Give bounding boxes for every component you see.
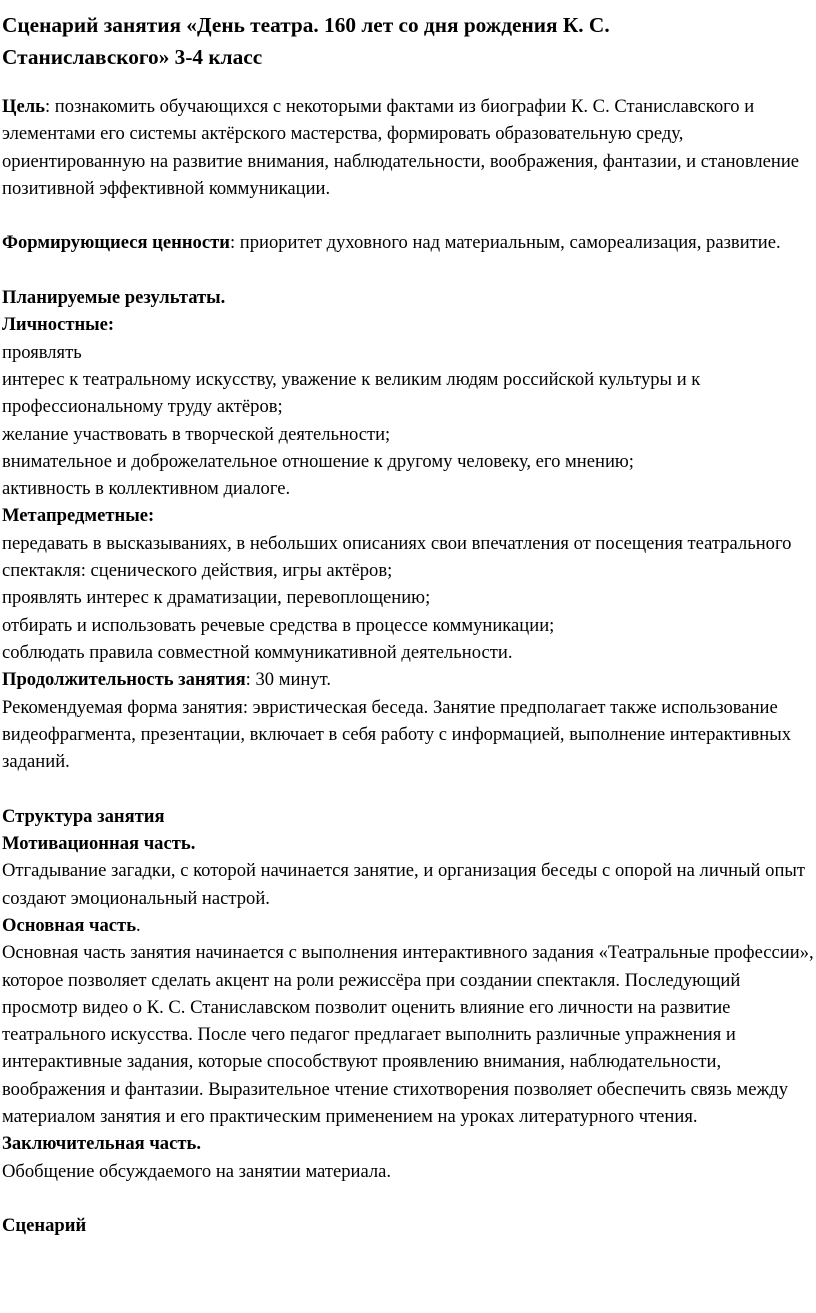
duration-paragraph <box>2 666 816 693</box>
document-title: Сценарий занятия «День театра. 160 лет со дня рождения К. С. Станиславского» 3-4 класс <box>2 13 610 69</box>
final-part-text: Обобщение обсуждаемого на занятии материала. <box>2 1160 392 1182</box>
values-paragraph <box>2 229 816 256</box>
duration-label: Продолжительность занятия <box>2 669 246 691</box>
main-part-heading: Основная часть <box>2 914 137 936</box>
meta-result-item: отбирать и использовать речевые средства в процессе коммуникации; <box>2 614 555 636</box>
spacer <box>2 1185 816 1212</box>
spacer <box>2 202 816 229</box>
final-part-heading: Заключительная часть. <box>2 1133 201 1155</box>
personal-result-item: внимательное и доброжелательное отношение к другому человеку, его мнению; <box>2 450 634 472</box>
meta-result-item: передавать в высказываниях, в небольших описаниях свои впечатления от посещения театрального спектакля: сценического действия, игры актёров; <box>2 532 792 582</box>
motivation-heading: Мотивационная часть. <box>2 833 196 855</box>
meta-results-heading: Метапредметные: <box>2 505 155 527</box>
main-part-heading-line <box>2 912 816 939</box>
goal-text: : познакомить обучающихся с некоторыми фактами из биографии К. С. Станиславского и элементами его системы актёрского мастерства, формировать образовательную среду, ориентированную на развитие внимания, наблюдательности, воображения, фантазии, и становление позитивной эффективной коммуникации. <box>2 96 800 199</box>
duration-text: : 30 минут. <box>245 669 332 691</box>
personal-result-item: интерес к театральному искусству, уважение к великим людям российской культуры и к профессиональному труду актёров; <box>2 368 701 418</box>
goal-label: Цель <box>2 96 45 117</box>
personal-result-item: проявлять <box>2 341 82 363</box>
scenario-heading: Сценарий <box>2 1215 87 1237</box>
personal-result-item: активность в коллективном диалоге. <box>2 478 291 500</box>
goal-paragraph <box>2 93 816 202</box>
spacer <box>2 257 816 284</box>
spacer <box>2 775 816 802</box>
main-part-heading-tail: . <box>136 914 141 936</box>
lesson-form-paragraph: Рекомендуемая форма занятия: эвристическая беседа. Занятие предполагает также использование видеофрагмента, презентации, включает в себя работу с информацией, выполнение интерактивных заданий. <box>2 696 791 773</box>
meta-result-item: проявлять интерес к драматизации, перевоплощению; <box>2 587 431 609</box>
personal-results-heading: Личностные: <box>2 314 115 336</box>
motivation-text: Отгадывание загадки, с которой начинается занятие, и организация беседы с опорой на личный опыт создают эмоциональный настрой. <box>2 860 806 909</box>
meta-result-item: соблюдать правила совместной коммуникативной деятельности. <box>2 641 513 663</box>
personal-result-item: желание участвовать в творческой деятельности; <box>2 423 391 445</box>
values-label: Формирующиеся ценности <box>2 232 230 254</box>
structure-heading: Структура занятия <box>2 805 165 827</box>
values-text: : приоритет духовного над материальным, самореализация, развитие. <box>229 232 781 254</box>
results-heading: Планируемые результаты. <box>2 287 226 309</box>
main-part-text: Основная часть занятия начинается с выполнения интерактивного задания «Театральные профессии», которое позволяет сделать акцент на роли режиссёра при создании спектакля. Последующий просмотр видео о К. С. Станиславском позволит оценить влияние его личности на развитие театрального искусства. После чего педагог предлагает выполнить различные упражнения и интерактивные задания, которые способствуют проявлению внимания, наблюдательности, воображения и фантазии. Выразительное чтение стихотворения позволяет обеспечить связь между материалом занятия и его практическим применением на уроках литературного чтения. <box>2 942 814 1127</box>
